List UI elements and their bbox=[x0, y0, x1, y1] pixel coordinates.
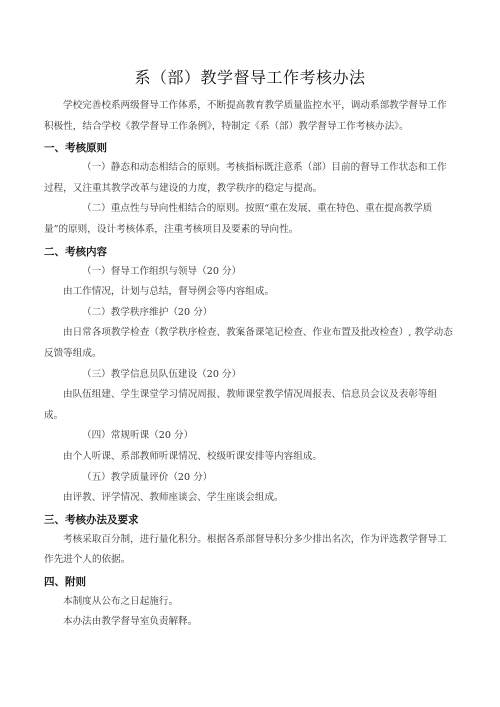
content-item-title: （四）常规听课（20 分） bbox=[82, 430, 194, 442]
document-body bbox=[44, 96, 454, 633]
section-heading-principles: 一、考核原则 bbox=[44, 142, 107, 155]
appendix-effective-date: 本制度从公布之日起施行。 bbox=[63, 595, 179, 607]
content-item-desc: 由队伍组建、学生课堂学习情况周报、教师课堂教学情况周报表、信息员会议及表彰等组成。 bbox=[44, 389, 438, 421]
content-item-title: （二）教学秩序维护（20 分） bbox=[82, 306, 213, 318]
content-item-title: （三）教学信息员队伍建设（20 分） bbox=[82, 368, 242, 380]
content-item-desc: 由个人听课、系部教师听课情况、校级听课安排等内容组成。 bbox=[63, 450, 323, 462]
intro-paragraph: 学校完善校系两级督导工作体系，不断提高教育教学质量监控水平，调动系部教学督导工作积极性，结合学校《教学督导工作条例》，特制定《系（部）教学督导工作考核办法》。 bbox=[44, 100, 447, 132]
page-title: 系（部）教学督导工作考核办法 bbox=[134, 68, 366, 87]
content-item-title: （一）督导工作组织与领导（20 分） bbox=[82, 265, 242, 277]
section-heading-content: 二、考核内容 bbox=[44, 245, 107, 258]
methods-paragraph: 考核采取百分制，进行量化积分。根据各系部督导积分多少排出名次，作为评选教学督导工作先进个人的依据。 bbox=[44, 533, 447, 566]
content-item-desc: 由工作情况，计划与总结，督导例会等内容组成。 bbox=[63, 286, 275, 298]
section-heading-methods: 三、考核办法及要求 bbox=[44, 513, 139, 526]
section-heading-appendix: 四、附则 bbox=[44, 575, 86, 588]
principle-static-dynamic: （一）静态和动态相结合的原则。考核指标既注意系（部）目前的督导工作状态和工作过程，又注重其教学改革与建设的力度，教学秩序的稳定与提高。 bbox=[44, 162, 447, 194]
content-item-desc: 由评教、评学情况、教师座谈会、学生座谈会组成。 bbox=[63, 492, 284, 504]
content-item-desc: 由日常各项教学检查（教学秩序检查、教案备课笔记检查、作业布置及批改检查）, 教学动态反馈等组成。 bbox=[44, 327, 453, 359]
appendix-interpretation: 本办法由教学督导室负责解释。 bbox=[63, 616, 198, 628]
principle-focus-guidance: （二）重点性与导向性相结合的原则。按照“重在发展、重在特色、重在提高教学质量”的原则，设计考核体系，注重考核项目及要素的导向性。 bbox=[44, 203, 433, 235]
content-item-title: （五）教学质量评价（20 分） bbox=[82, 471, 213, 483]
